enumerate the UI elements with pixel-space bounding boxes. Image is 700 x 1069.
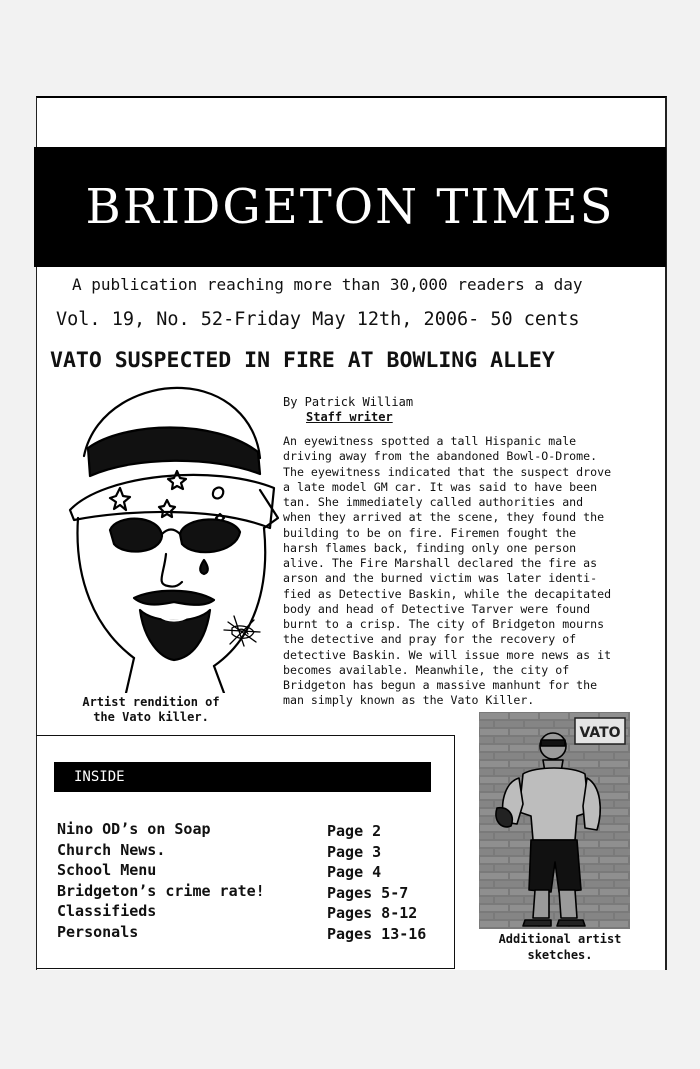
inside-item-title: Church News. bbox=[57, 840, 166, 859]
vato-figure-caption bbox=[482, 931, 638, 963]
suspect-sketch-illustration bbox=[64, 378, 279, 693]
article-line: fied as Detective Baskin, while the decapitated bbox=[283, 586, 612, 601]
article-line: when they arrived at the scene, they found the bbox=[283, 510, 605, 525]
inside-item-title: Bridgeton’s crime rate! bbox=[57, 881, 265, 900]
tagline: A publication reaching more than 30,000 readers a day bbox=[72, 275, 583, 294]
issue-line: Vol. 19, No. 52-Friday May 12th, 2006- 50 cents bbox=[56, 309, 580, 330]
inside-item-page: Page 4 bbox=[327, 863, 382, 881]
article-line: becomes available. Meanwhile, the city of bbox=[283, 662, 570, 677]
vato-sign-text: VATO bbox=[579, 725, 621, 741]
inside-item-page: Page 3 bbox=[327, 842, 382, 861]
headline: VATO SUSPECTED IN FIRE AT BOWLING ALLEY bbox=[50, 348, 555, 373]
article-line: harsh flames back, finding only one person bbox=[283, 540, 577, 555]
inside-item-title: Nino OD’s on Soap bbox=[57, 820, 211, 838]
byline: By Patrick William bbox=[283, 395, 414, 409]
article-line: a late model GM car. It was said to have been bbox=[283, 479, 598, 494]
inside-item-title: School Menu bbox=[57, 861, 157, 879]
caption-line: the Vato killer. bbox=[93, 710, 209, 724]
inside-heading: INSIDE bbox=[54, 762, 431, 792]
article-line: detective Baskin. We will issue more news as it bbox=[283, 647, 612, 662]
inside-titles bbox=[57, 819, 265, 942]
inside-item-page: Pages 13-16 bbox=[327, 924, 427, 943]
caption-line: Artist rendition of bbox=[82, 695, 220, 709]
inside-item-page: Pages 8-12 bbox=[327, 904, 418, 922]
article-line: alive. The Fire Marshall declared the fire as bbox=[283, 556, 598, 570]
article-line: An eyewitness spotted a tall Hispanic male bbox=[283, 434, 577, 448]
inside-item-page: Page 2 bbox=[327, 822, 382, 840]
article-line: driving away from the abandoned Bowl-O-Drome. bbox=[283, 449, 598, 464]
article-line: burnt to a crisp. The city of Bridgeton mourns bbox=[283, 617, 605, 631]
suspect-sketch-caption bbox=[66, 695, 236, 725]
vato-figure-illustration bbox=[479, 712, 630, 929]
byline-role: Staff writer bbox=[306, 410, 393, 424]
masthead bbox=[34, 147, 666, 267]
article-line: Bridgeton has begun a massive manhunt for the bbox=[283, 678, 598, 692]
inside-item-title: Personals bbox=[57, 922, 139, 941]
inside-pages bbox=[327, 821, 426, 944]
article-line: tan. She immediately called authorities and bbox=[283, 495, 584, 509]
article-line: man simply known as the Vato Killer. bbox=[283, 693, 535, 708]
article-line: arson and the burned victim was later identi- bbox=[283, 571, 598, 586]
caption-line: sketches. bbox=[527, 948, 593, 962]
article-line: building to be on fire. Firemen fought the bbox=[283, 525, 577, 540]
inside-item-page: Pages 5-7 bbox=[327, 883, 409, 902]
caption-line: Additional artist bbox=[498, 932, 622, 946]
article-line: body and head of Detective Tarver were found bbox=[283, 601, 591, 616]
masthead-title: BRIDGETON TIMES bbox=[85, 179, 615, 235]
article-line: The eyewitness indicated that the suspect drove bbox=[283, 464, 612, 479]
inside-item-title: Classifieds bbox=[57, 902, 157, 920]
article-body bbox=[283, 434, 649, 709]
article-line: the detective and pray for the recovery of bbox=[283, 632, 577, 647]
